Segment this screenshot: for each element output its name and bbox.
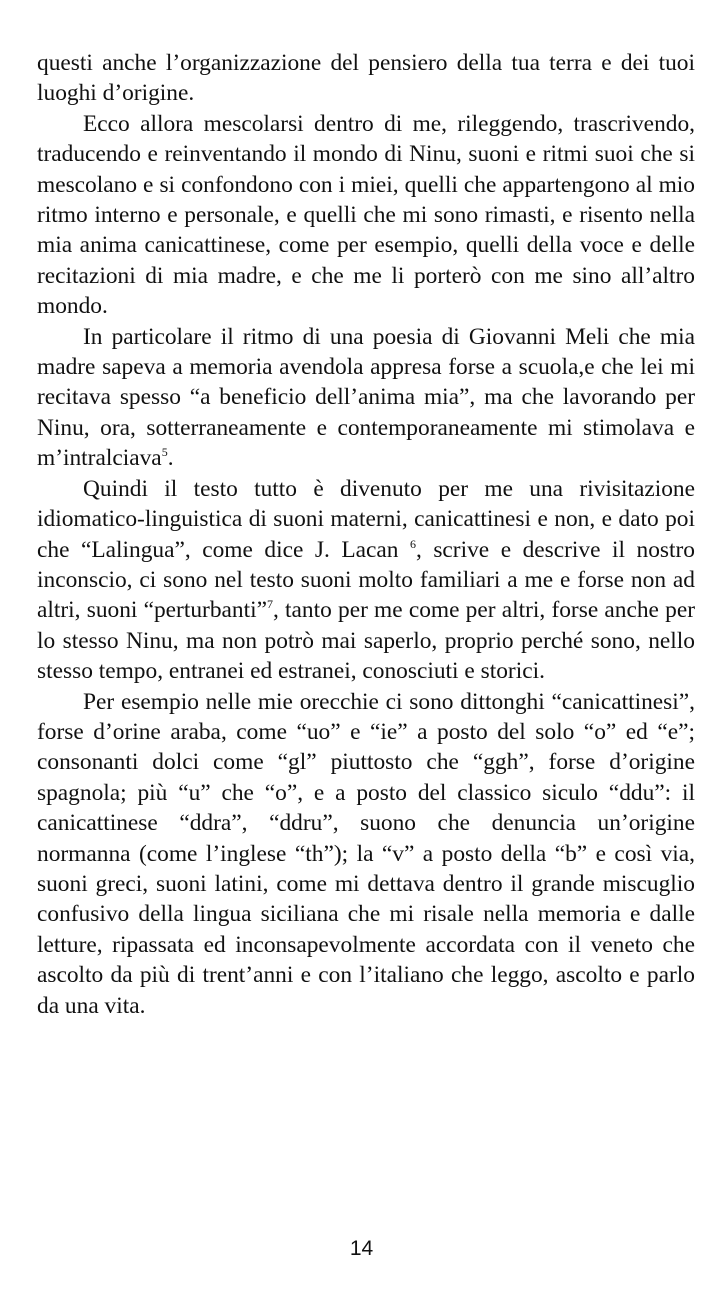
page-number: 14 [349, 1237, 374, 1260]
paragraph-text: , scrive e descrive il nostro inconscio, ci sono nel testo suoni molto familiari a me e forse non ad altri, suoni “perturbanti” [37, 536, 696, 624]
paragraph [37, 322, 695, 474]
paragraph-text: Ecco allora mescolarsi dentro di me, rileggendo, trascrivendo, traducendo e reinventando il mondo di Ninu, suoni e ritmi suoi che si mescolano e si confondono con i miei, quelli che appartengono al mio ritmo interno e personale, e quelli che mi sono rimasti, e risento nella mia anima canicattinese, come per esempio, quelli della voce e delle recitazioni di mia madre, e che me li porterò con me sino all’altro mondo. [37, 110, 695, 320]
paragraph-text: . [167, 445, 174, 472]
body-text [37, 48, 695, 1021]
paragraph-text: Quindi il testo tutto è divenuto per me una rivisitazione idiomatico-linguistica di suoni materni, canicattinesi e non, e dato poi che “Lalingua”, come dice J. Lacan [37, 475, 695, 563]
paragraph-text: In particolare il ritmo di una poesia di Giovanni Meli che mia madre sapeva a memoria avendola appresa forse a scuola,e che lei mi recitava spesso “a beneficio dell’anima mia”, ma che lavorando per Ninu, ora, sotterraneamente e contemporaneamente mi stimolava e m’intralciava [37, 323, 695, 472]
paragraph [37, 48, 695, 109]
paragraph-text: Per esempio nelle mie orecchie ci sono dittonghi “canicattinesi”, forse d’orine araba, come “uo” e “ie” a posto del solo “o” ed “e”; consonanti dolci come “gl” piuttosto che “ggh”, forse d’origine spagnola; più “u” che “o”, e a posto del classico siculo “ddu”: il canicattinese “ddra”, “ddru”, suono che denuncia un’origine normanna (come l’inglese “th”); la “v” a posto della “b” e così via, suoni greci, suoni latini, come mi dettava dentro il grande miscuglio confusivo della lingua siciliana che mi risale nella memoria e dalle letture, ripassata ed inconsapevolmente accordata con il veneto che ascolto da più di trent’anni e con l’italiano che leggo, ascolto e parlo da una vita. [37, 688, 695, 1019]
footnote-marker: 7 [266, 597, 273, 612]
paragraph [37, 687, 695, 1021]
paragraph [37, 109, 695, 322]
paragraph-text: questi anche l’organizzazione del pensiero della tua terra e dei tuoi luoghi d’origine. [37, 50, 695, 107]
paragraph-text: , tanto per me come per altri, forse anche per lo stesso Ninu, ma non potrò mai saperlo, proprio perché sono, nello stesso tempo, entranei ed estranei, conosciuti e storici. [37, 597, 696, 685]
paragraph [37, 474, 695, 687]
footnote-marker: 5 [161, 445, 168, 460]
footnote-marker: 6 [409, 536, 416, 551]
